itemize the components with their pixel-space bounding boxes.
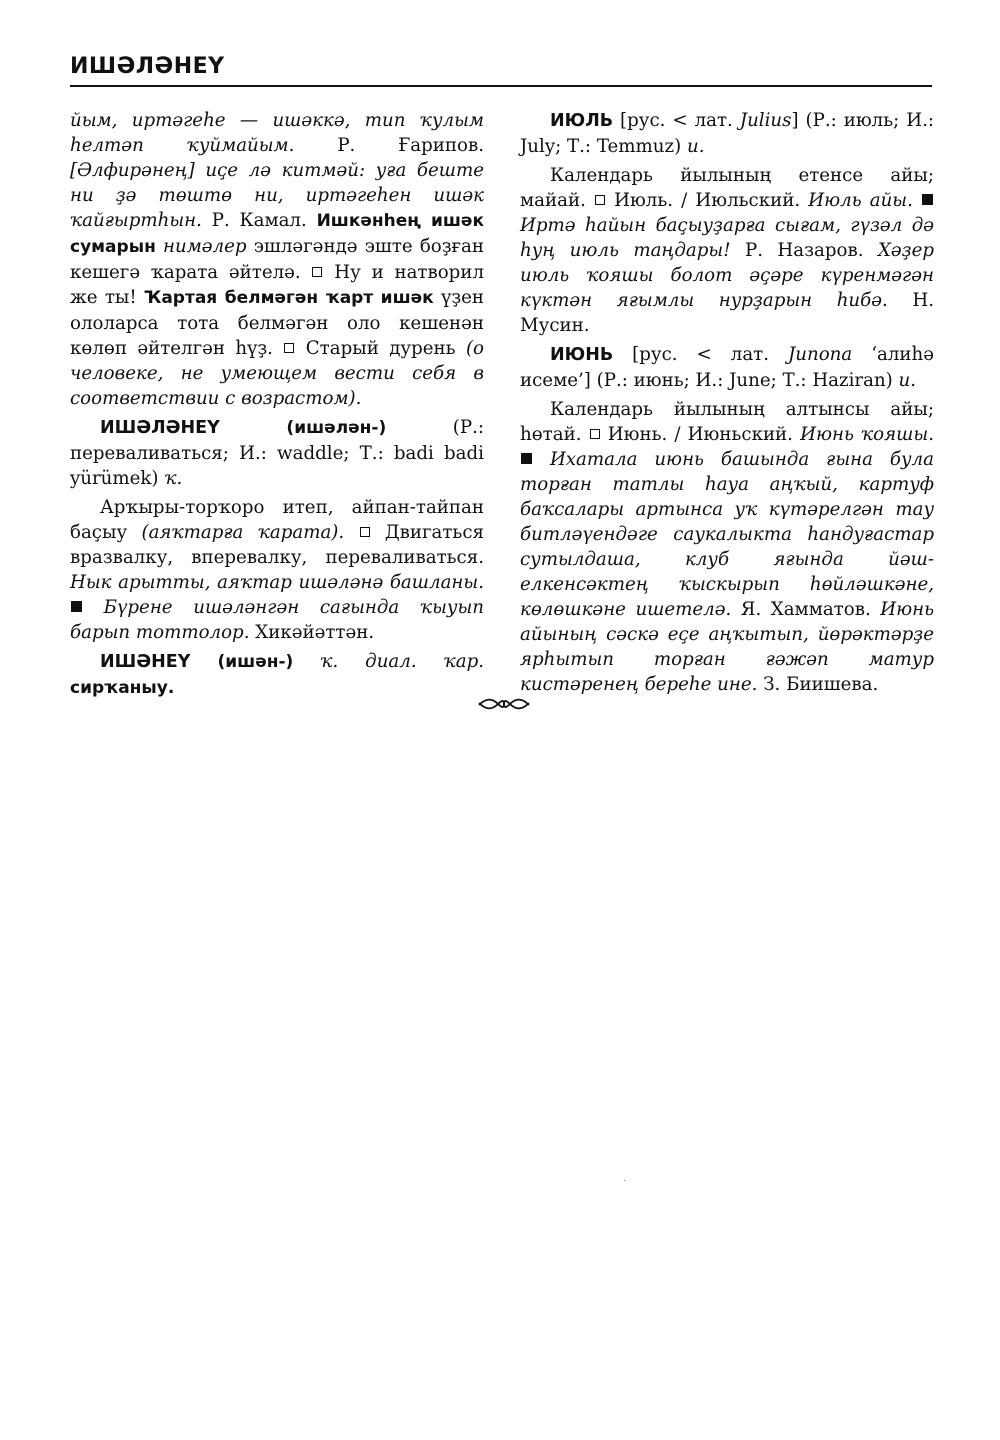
entry-iyun-header xyxy=(520,342,934,393)
source-author: Р. Ғарипов. xyxy=(294,135,484,156)
example-text: Иртә һайын баҫыуҙарға сығам, гүзәл дә һуң июль таңдары! xyxy=(520,215,934,261)
entry-ishalaneu-header xyxy=(70,415,484,491)
russian-translation: Июнь. / Июньский. xyxy=(600,424,801,445)
left-column xyxy=(70,108,484,705)
running-head: ИШӘЛӘНЕҮ xyxy=(70,54,225,79)
open-square-icon xyxy=(360,527,370,537)
example-text: Ихатала июнь башында ғына була торған татлы һауа аңҡый, картуф баҡсалары артынса уҡ күтәрелгән тау битләүендәге саукалыкта һандуғастар сутылдаша, клуб яғында йәш-елкенсәктең ҡыскырып һөйләшкәне, көлөшкәне ишетелә. xyxy=(520,449,934,620)
entry-ishak-continuation xyxy=(70,108,484,411)
cross-reference-target: сирҡаныу. xyxy=(70,678,175,698)
entry-headword: ИШӘНЕҮ xyxy=(100,652,191,672)
russian-translation: Июль. / Июльский. xyxy=(605,190,809,211)
source-author: Р. Камал. xyxy=(201,210,317,231)
part-of-speech: и. xyxy=(686,136,705,157)
russian-translation: Двигаться вразвалку, вперевалку, переваливаться. xyxy=(70,522,484,568)
phrase-headword: Ҡартая белмәгән ҡарт ишәк xyxy=(144,288,434,308)
example-text: Бүрене ишәләнгән сағында ҡыуып барып тоттолор. xyxy=(70,597,484,643)
open-square-icon xyxy=(590,429,600,439)
example-text: Нык арытты, аяҡтар ишәләнә башланы. xyxy=(70,572,484,593)
phrase-definition: үҙен ололарса тота белмәгән оло кешенән көлөп әйтелгән һүҙ. xyxy=(70,287,485,359)
entry-stem: (ишәлән-) xyxy=(219,418,387,438)
entry-iyul-body xyxy=(520,163,934,338)
etymology-source: Junona xyxy=(788,344,853,365)
part-of-speech: ҡ. xyxy=(164,468,183,489)
etymology-source: Julius xyxy=(739,110,792,131)
filled-square-icon xyxy=(521,453,532,464)
open-square-icon xyxy=(312,267,322,277)
entry-headword: ИЮНЬ xyxy=(550,345,614,365)
entry-iyul-header xyxy=(520,108,934,159)
entry-ishaneu xyxy=(70,649,484,701)
definition-text: Календарь йылының алтынсы айы; һөтай. xyxy=(520,399,934,445)
etymology: [рус. < лат. xyxy=(613,344,788,365)
filled-square-icon xyxy=(922,194,933,205)
open-square-icon xyxy=(595,195,605,205)
example-text: [Әлфирәнең] иҫе лә китмәй: уға беште ни ҙә төштө ни, иртәгеһен ишәк ҡайғыртһын. xyxy=(70,160,484,231)
header-rule xyxy=(70,85,932,87)
example-text: Хәҙер июль ҡояшы болот әҫәре күренмәгән күктән яғымлы нурҙарын һибә. xyxy=(520,240,935,311)
entry-translations: (Р.: переваливаться; И.: waddle; Т.: badi badi yürümek) xyxy=(70,417,484,489)
example-text: Июнь ҡояшы. xyxy=(800,424,934,445)
usage-note: (аяҡтарға ҡарата). xyxy=(141,522,345,543)
entry-translations: ‘алиһә исеме’] (Р.: июнь; И.: June; Т.: Haziran) xyxy=(520,344,934,391)
russian-translation: Ну и натворил же ты! xyxy=(70,262,484,308)
source-author: Хикәйәттән. xyxy=(249,622,375,643)
source-author: Р. Назаров. xyxy=(730,240,878,261)
section-end-ornament-icon xyxy=(478,696,530,712)
definition-text: Арҡыры-торҡоро итеп, айпан-тайпан баҫыу xyxy=(70,497,484,543)
phrase-headword: Ишкәнһең ишәк сумарын xyxy=(70,211,484,257)
print-speck xyxy=(624,1180,625,1181)
entry-headword: ИЮЛЬ xyxy=(550,111,614,131)
entry-iyun-body xyxy=(520,397,934,697)
entry-ishalaneu-body xyxy=(70,495,484,645)
russian-translation: Старый дурень xyxy=(295,338,466,359)
example-text: Июль айы. xyxy=(808,190,913,211)
example-text: йым, иртәгеһе — ишәккә, тип ҡулым һелтәп ҡуймайым. xyxy=(70,110,484,156)
filled-square-icon xyxy=(71,601,82,612)
usage-note: (о человеке, не умеющем вести себя в соответствии с возрастом). xyxy=(70,338,484,409)
open-square-icon xyxy=(284,343,294,353)
example-text: Июнь айының сәскә еҫе аңҡытып, йөрәктәрҙе ярһытып торған ғәжәп матур кистәренең береһе ине. xyxy=(520,599,934,695)
entry-translations: ] (Р.: июль; И.: July; Т.: Temmuz) xyxy=(520,110,934,157)
definition-text: Календарь йылының етенсе айы; майай. xyxy=(520,165,934,211)
source-author: Я. Хамматов. xyxy=(731,599,881,620)
phrase-qualifier: нимәлер xyxy=(155,236,247,257)
source-author: Н. Мусин. xyxy=(520,290,934,336)
phrase-definition: эшләгәндә эште боҙған кешегә ҡарата әйтелә. xyxy=(70,236,484,283)
etymology: [рус. < лат. xyxy=(613,110,740,131)
right-column xyxy=(520,108,934,701)
entry-stem: (ишән-) xyxy=(190,652,294,672)
entry-headword: ИШӘЛӘНЕҮ xyxy=(100,418,220,438)
source-author: З. Биишева. xyxy=(757,674,879,695)
part-of-speech: и. xyxy=(898,370,917,391)
cross-reference-label: ҡ. диал. ҡар. xyxy=(320,651,484,672)
